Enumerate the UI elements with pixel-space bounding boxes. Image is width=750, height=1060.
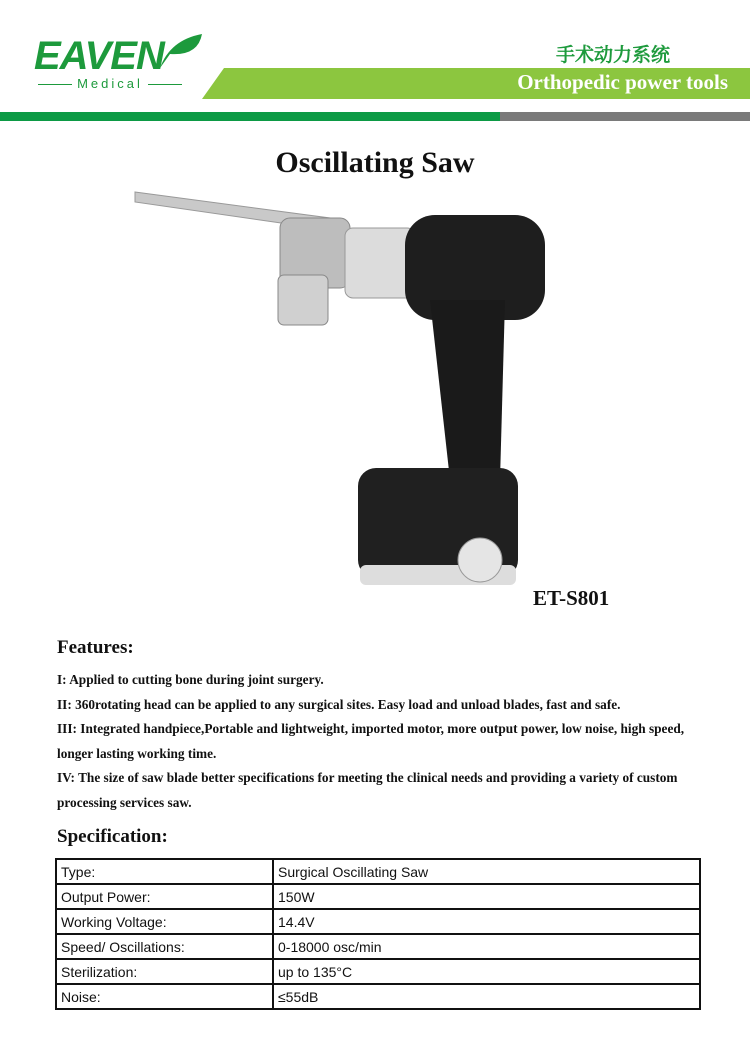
divider-gray bbox=[500, 112, 750, 121]
chinese-title: 手术动力系统 bbox=[555, 44, 670, 66]
feature-item: II: 360rotating head can be applied to any surgical sites. Easy load and unload blades, fast and safe. bbox=[57, 696, 621, 712]
table-row bbox=[56, 984, 700, 1009]
oscillating-saw-image bbox=[130, 180, 560, 610]
divider-green bbox=[0, 112, 500, 121]
brand-logo: EAVEN bbox=[34, 34, 164, 78]
table-row bbox=[56, 934, 700, 959]
features-heading: Features: bbox=[57, 637, 134, 658]
specification-heading: Specification: bbox=[57, 826, 168, 847]
features-list bbox=[57, 668, 717, 815]
table-row bbox=[56, 959, 700, 984]
spec-label: Output Power: bbox=[56, 884, 273, 909]
table-row bbox=[56, 884, 700, 909]
table-row bbox=[56, 859, 700, 884]
feature-item: IV: The size of saw blade better specifications for meeting the clinical needs and providing a variety of custom processing services saw. bbox=[57, 770, 678, 810]
brand-subtitle: Medical bbox=[30, 76, 190, 91]
spec-value: Surgical Oscillating Saw bbox=[273, 859, 700, 884]
spec-value: 150W bbox=[273, 884, 700, 909]
spec-label: Working Voltage: bbox=[56, 909, 273, 934]
table-row bbox=[56, 909, 700, 934]
spec-label: Noise: bbox=[56, 984, 273, 1009]
spec-value: ≤55dB bbox=[273, 984, 700, 1009]
spec-label: Sterilization: bbox=[56, 959, 273, 984]
spec-value: 14.4V bbox=[273, 909, 700, 934]
feature-item: I: Applied to cutting bone during joint surgery. bbox=[57, 672, 324, 687]
specification-table bbox=[55, 858, 701, 1010]
feature-item: III: Integrated handpiece,Portable and lightweight, imported motor, more output power, low noise, high speed, longer lasting working time. bbox=[57, 721, 685, 761]
spec-label: Speed/ Oscillations: bbox=[56, 934, 273, 959]
spec-value: up to 135°C bbox=[273, 959, 700, 984]
banner-text: Orthopedic power tools bbox=[517, 70, 728, 94]
model-number: ET-S801 bbox=[533, 586, 610, 610]
spec-label: Type: bbox=[56, 859, 273, 884]
spec-value: 0-18000 osc/min bbox=[273, 934, 700, 959]
page-title: Oscillating Saw bbox=[275, 146, 475, 179]
